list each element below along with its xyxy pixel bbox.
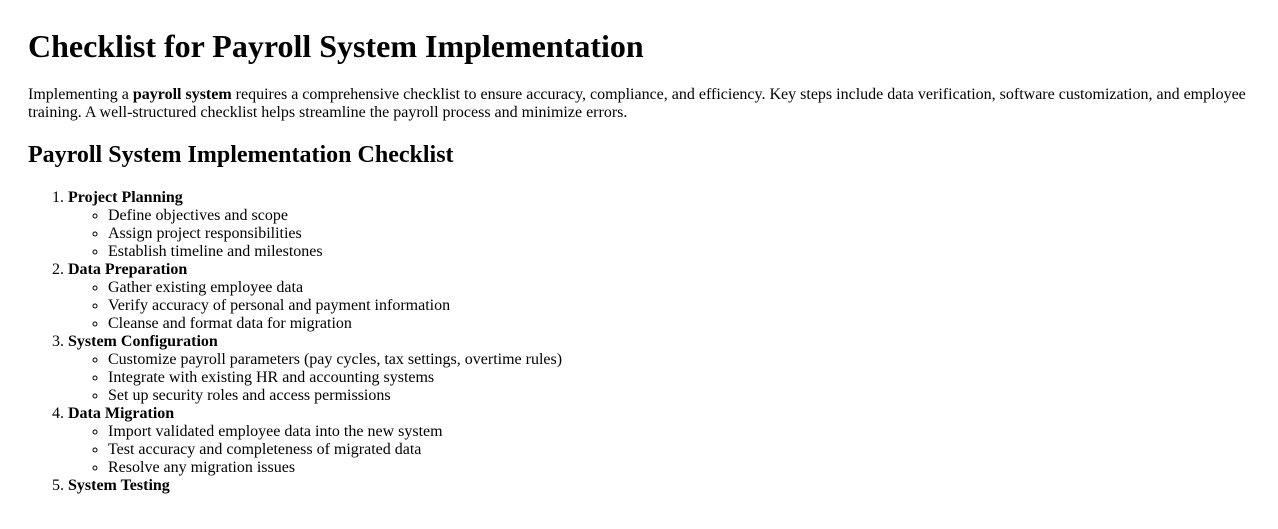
intro-bold-term: payroll system — [132, 86, 232, 103]
step-title: System Configuration — [68, 333, 218, 350]
sub-item: ◦ Define objectives and scope — [108, 207, 1250, 225]
sub-item: ◦ Establish timeline and milestones — [108, 243, 1250, 261]
sub-item: ◦ Gather existing employee data — [108, 279, 1250, 297]
intro-text-after: requires a comprehensive checklist to ensure accuracy, compliance, and efficiency. Key steps include data verification, software customization, and employee training. A well-structured checklist helps streamline the payroll process and minimize errors. — [28, 86, 1246, 121]
intro-paragraph — [28, 86, 1250, 122]
sub-item: ◦ Resolve any migration issues — [108, 459, 1250, 477]
step-subitems — [68, 207, 1250, 261]
step-item — [68, 477, 1250, 495]
step-subitems — [68, 279, 1250, 333]
sub-item: ◦ Verify accuracy of personal and payment information — [108, 297, 1250, 315]
step-subitems — [68, 423, 1250, 477]
step-title: Data Preparation — [68, 261, 188, 278]
sub-item: ◦ Assign project responsibilities — [108, 225, 1250, 243]
step-title: Data Migration — [68, 405, 175, 422]
sub-item: ◦ Test accuracy and completeness of migrated data — [108, 441, 1250, 459]
step-item — [68, 189, 1250, 261]
step-title: System Testing — [68, 477, 170, 494]
step-subitems — [68, 351, 1250, 405]
step-title: Project Planning — [68, 189, 183, 206]
step-item — [68, 261, 1250, 333]
page-title: Checklist for Payroll System Implementation — [28, 28, 644, 64]
sub-item: ◦ Integrate with existing HR and accounting systems — [108, 369, 1250, 387]
sub-item: ◦ Set up security roles and access permissions — [108, 387, 1250, 405]
document-page — [0, 28, 1278, 495]
checklist-steps — [28, 189, 1250, 495]
step-item — [68, 405, 1250, 477]
sub-item: ◦ Import validated employee data into the new system — [108, 423, 1250, 441]
section-heading: Payroll System Implementation Checklist — [28, 142, 454, 168]
intro-text-before: Implementing a — [28, 86, 133, 103]
sub-item: ◦ Customize payroll parameters (pay cycles, tax settings, overtime rules) — [108, 351, 1250, 369]
sub-item: ◦ Cleanse and format data for migration — [108, 315, 1250, 333]
step-item — [68, 333, 1250, 405]
